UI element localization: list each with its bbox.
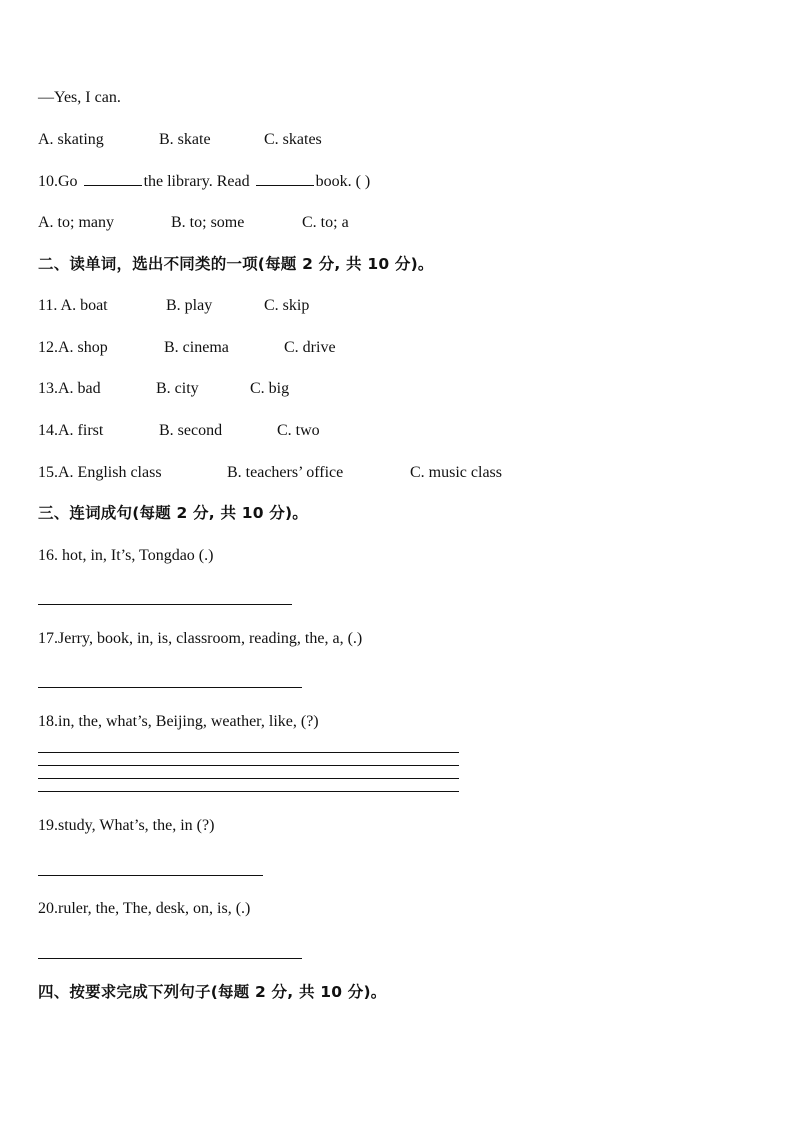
q10-option-c: C. to; a bbox=[302, 214, 349, 231]
q14-option-c: C. two bbox=[277, 422, 320, 439]
section-3-heading: 三、连词成句(每题 2 分, 共 10 分)。 bbox=[38, 504, 308, 522]
q13-option-c: C. big bbox=[250, 380, 290, 397]
q18-answer-line-2[interactable] bbox=[38, 765, 459, 766]
q16-answer-line[interactable] bbox=[38, 604, 292, 605]
q19-answer-line[interactable] bbox=[38, 875, 263, 876]
q9-option-c: C. skates bbox=[264, 131, 322, 148]
q10-suffix: book. ( ) bbox=[315, 173, 371, 190]
q12-option-b: B. cinema bbox=[164, 339, 229, 356]
q18-answer-line-4[interactable] bbox=[38, 791, 459, 792]
q20-prompt: 20.ruler, the, The, desk, on, is, (.) bbox=[38, 900, 251, 917]
q20-answer-line[interactable] bbox=[38, 958, 302, 959]
section-2-heading: 二、读单词，选出不同类的一项(每题 2 分, 共 10 分)。 bbox=[38, 255, 434, 273]
q9-answer-line: —Yes, I can. bbox=[38, 89, 121, 106]
q18-answer-line-3[interactable] bbox=[38, 778, 459, 779]
q17-answer-line[interactable] bbox=[38, 687, 302, 688]
section-4-heading: 四、按要求完成下列句子(每题 2 分, 共 10 分)。 bbox=[38, 983, 387, 1001]
q10-stem bbox=[38, 171, 370, 192]
q16-prompt: 16. hot, in, It’s, Tongdao (.) bbox=[38, 547, 214, 564]
q10-option-a: A. to; many bbox=[38, 214, 114, 231]
q10-blank-1[interactable] bbox=[84, 171, 142, 186]
q15-option-c: C. music class bbox=[410, 464, 502, 481]
q18-prompt: 18.in, the, what’s, Beijing, weather, like, (?) bbox=[38, 713, 319, 730]
q17-prompt: 17.Jerry, book, in, is, classroom, reading, the, a, (.) bbox=[38, 630, 363, 647]
q10-blank-2[interactable] bbox=[256, 171, 314, 186]
q13-option-a: 13.A. bad bbox=[38, 380, 101, 397]
q11-option-b: B. play bbox=[166, 297, 213, 314]
q14-option-a: 14.A. first bbox=[38, 422, 104, 439]
q12-option-c: C. drive bbox=[284, 339, 336, 356]
q13-option-b: B. city bbox=[156, 380, 199, 397]
q14-option-b: B. second bbox=[159, 422, 223, 439]
q11-option-c: C. skip bbox=[264, 297, 310, 314]
q11-option-a: 11. A. boat bbox=[38, 297, 108, 314]
q9-option-b: B. skate bbox=[159, 131, 211, 148]
q10-mid: the library. Read bbox=[143, 173, 254, 190]
q9-option-a: A. skating bbox=[38, 131, 104, 148]
q15-option-b: B. teachers’ office bbox=[227, 464, 344, 481]
q10-option-b: B. to; some bbox=[171, 214, 245, 231]
q10-prefix: 10.Go bbox=[38, 173, 82, 190]
q15-option-a: 15.A. English class bbox=[38, 464, 162, 481]
q19-prompt: 19.study, What’s, the, in (?) bbox=[38, 817, 215, 834]
q18-answer-line-1[interactable] bbox=[38, 752, 459, 753]
q12-option-a: 12.A. shop bbox=[38, 339, 108, 356]
